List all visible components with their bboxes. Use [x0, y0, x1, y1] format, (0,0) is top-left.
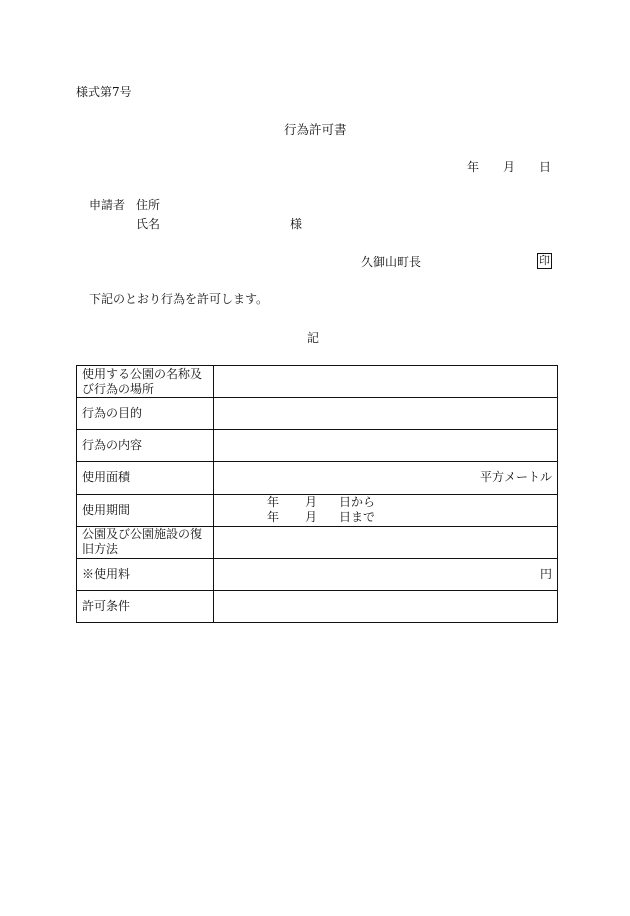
row-label: 行為の目的 [77, 398, 214, 430]
issuer-name: 久御山町長 [361, 255, 422, 269]
period-to-month: 月 [305, 510, 318, 525]
table-row [77, 494, 558, 526]
table-row [77, 526, 558, 558]
row-label: 許可条件 [77, 590, 214, 622]
honorific: 様 [290, 217, 303, 231]
row-value [214, 526, 558, 558]
table-row [77, 462, 558, 494]
row-label: 使用期間 [77, 494, 214, 526]
applicant-heading: 申請者 [89, 198, 126, 212]
seal-mark: 印 [539, 254, 550, 267]
period-to-day: 日まで [339, 510, 376, 525]
period-from-year: 年 [267, 495, 280, 510]
period-from-month: 月 [305, 495, 318, 510]
table-row [77, 366, 558, 398]
permission-statement: 下記のとおり行為を許可します。 [89, 292, 269, 306]
table-row [77, 430, 558, 462]
row-value [214, 398, 558, 430]
address-label: 住所 [136, 198, 161, 212]
document-title: 行為許可書 [284, 122, 347, 137]
date-month: 月 [503, 160, 516, 174]
row-value: 円 [214, 558, 558, 590]
row-label: 使用面積 [77, 462, 214, 494]
table-row [77, 398, 558, 430]
row-label: 行為の内容 [77, 430, 214, 462]
date-day: 日 [539, 160, 552, 174]
row-value [214, 590, 558, 622]
ki-heading: 記 [307, 331, 320, 345]
permit-table [76, 365, 558, 623]
period-to-year: 年 [267, 510, 280, 525]
row-label: 使用する公園の名称及び行為の場所 [77, 366, 214, 398]
period-from-day: 日から [339, 495, 376, 510]
name-label: 氏名 [136, 217, 161, 231]
period-cell [214, 494, 558, 526]
row-value [214, 366, 558, 398]
period-to [267, 510, 552, 525]
form-number: 様式第7号 [76, 85, 132, 99]
table-row [77, 590, 558, 622]
row-value: 平方メートル [214, 462, 558, 494]
row-value [214, 430, 558, 462]
table-row [77, 558, 558, 590]
row-label: 公園及び公園施設の復旧方法 [77, 526, 214, 558]
period-from [267, 495, 552, 510]
date-year: 年 [467, 160, 480, 174]
row-label: ※使用料 [77, 558, 214, 590]
